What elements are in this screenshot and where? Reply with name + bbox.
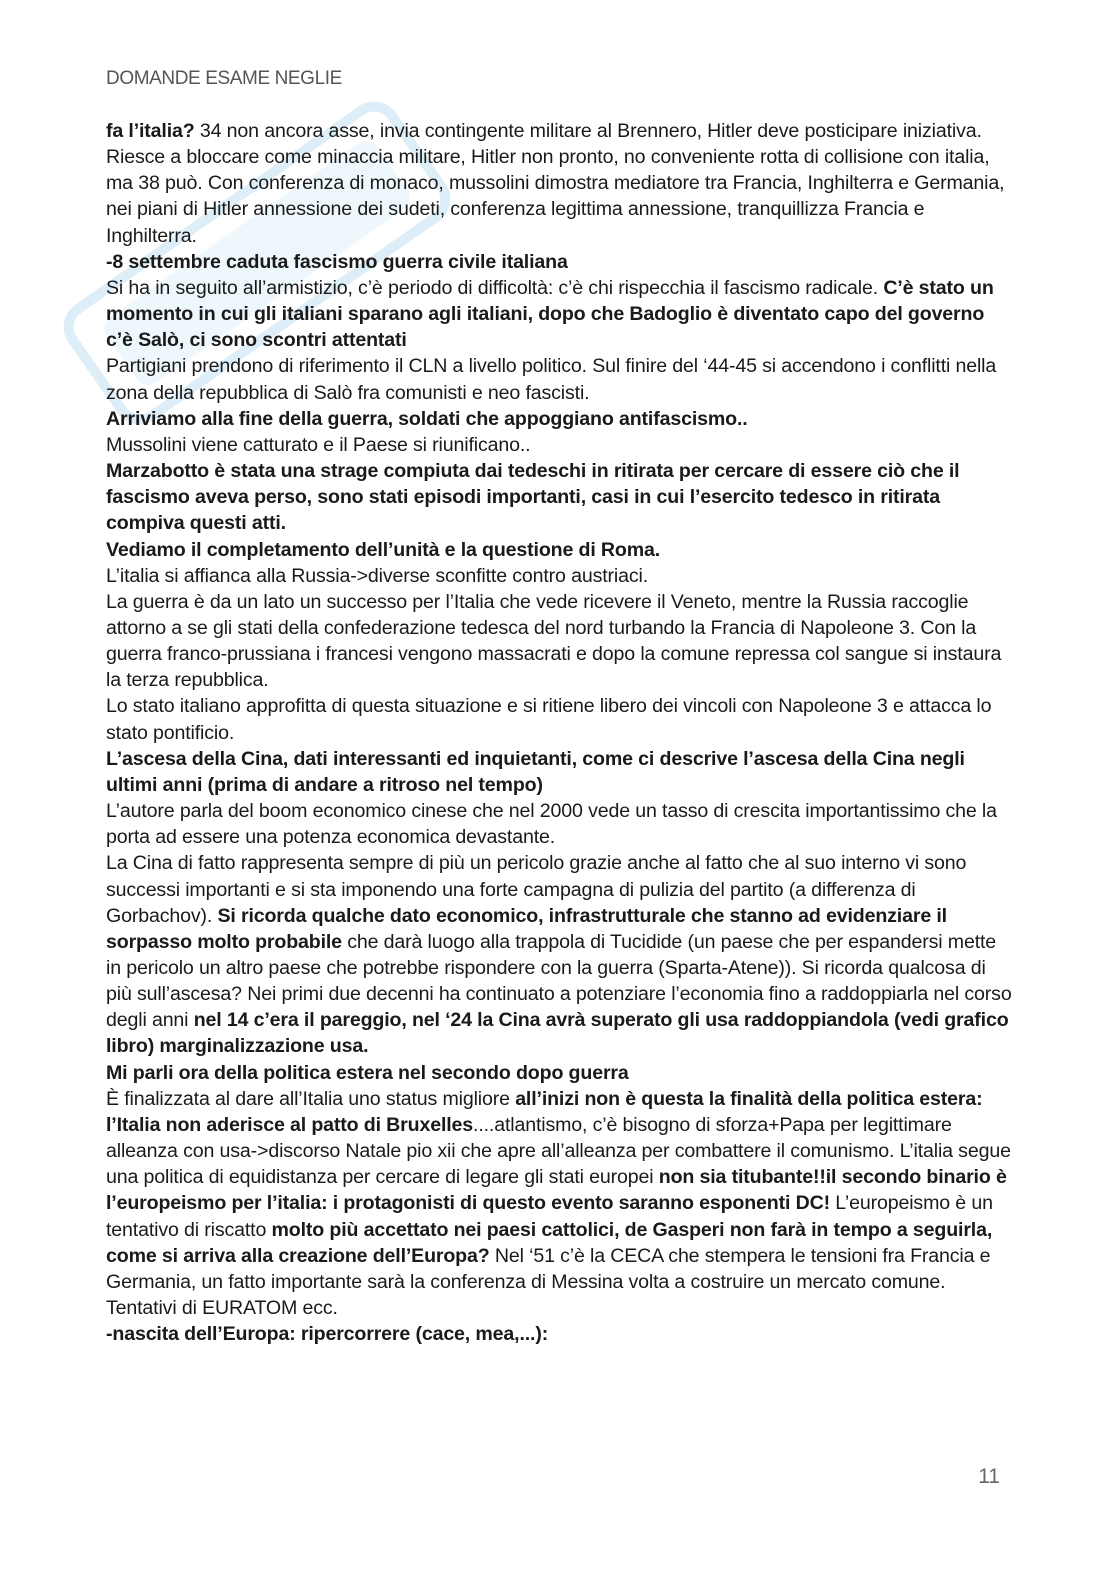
body-text: È finalizzata al dare all’Italia uno status migliore (106, 1087, 516, 1110)
paragraph (106, 1086, 1016, 1321)
bold-text: fa l’italia? (106, 120, 195, 142)
document-header: DOMANDE ESAME NEGLIE (106, 68, 342, 89)
body-text: Si ha in seguito all’armistizio, c’è periodo di difficoltà: c’è chi rispecchia il fascismo radicale. (106, 276, 884, 299)
body-text: Nel ‘51 c’è la CECA che stempera le tensioni fra Francia e Germania, un fatto importante sarà la conferenza di Messina volta a costruire un mercato comune. Tentativi di EURATOM ecc. (106, 1244, 991, 1320)
body-text: ....atlantismo, c’è bisogno di sforza+Papa per legittimare alleanza con usa->discorso Natale pio xii che apre all’alleanza per combattere il comunismo. L’italia segue una politica di equidistanza per cercare di legare gli stati europei (106, 1113, 1011, 1189)
paragraph (106, 406, 1016, 432)
bold-text: Mi parli ora della politica estera nel secondo dopo guerra (106, 1061, 629, 1084)
paragraph (106, 458, 1016, 536)
body-text: Mussolini viene catturato e il Paese si riunificano.. (106, 433, 531, 456)
body-text: L’autore parla del boom economico cinese che nel 2000 vede un tasso di crescita importantissimo che la porta ad essere una potenza economica devastante. (106, 800, 997, 849)
paragraph (106, 746, 1016, 798)
body-text: La Cina di fatto rappresenta sempre di più un pericolo grazie anche al fatto che al suo interno vi sono successi importanti e si sta imponendo una forte campagna di pulizia del partito (a differenza di Gorbachov). (106, 852, 967, 927)
body-text: che darà luogo alla trappola di Tucidide (un paese che per espandersi mette in pericolo un altro paese che potrebbe rispondere con la guerra (Sparta-Atene)). Si ricorda qualcosa di più sull’ascesa? Nei primi due decenni ha continuato a potenziare l’economia fino a raddoppiarla nel corso degli anni (106, 930, 1012, 1032)
document-body (106, 118, 1016, 1347)
paragraph (106, 1060, 1016, 1086)
paragraph (106, 353, 1016, 405)
bold-text: non sia titubante!!il secondo binario è l’europeismo per l’italia: i protagonisti di questo evento saranno esponenti DC! (106, 1166, 1007, 1215)
paragraph (106, 432, 1016, 458)
paragraph (106, 798, 1016, 850)
paragraph (106, 563, 1016, 589)
paragraph (106, 118, 1016, 249)
body-text: L’europeismo è un tentativo di riscatto (106, 1192, 993, 1241)
bold-text: all’inizi non è questa la finalità della politica estera: l’Italia non aderisce al patto di Bruxelles (106, 1087, 983, 1136)
bold-text: Vediamo il completamento dell’unità e la questione di Roma. (106, 538, 661, 561)
bold-text: Arriviamo alla fine della guerra, soldati che appoggiano antifascismo.. (106, 407, 748, 430)
paragraph (106, 589, 1016, 694)
bold-text: -nascita dell’Europa: ripercorrere (cace, mea,...): (106, 1323, 549, 1346)
paragraph (106, 249, 1016, 275)
bold-text: Si ricorda qualche dato economico, infrastrutturale che stanno ad evidenziare il sorpasso molto probabile (106, 904, 947, 953)
body-text: Lo stato italiano approfitta di questa situazione e si ritiene libero dei vincoli con Napoleone 3 e attacca lo stato pontificio. (106, 695, 992, 744)
paragraph (106, 850, 1016, 1059)
bold-text: C’è stato un momento in cui gli italiani sparano agli italiani, dopo che Badoglio è diventato capo del governo c’è Salò, ci sono scontri attentati (106, 276, 994, 352)
bold-text: Marzabotto è stata una strage compiuta dai tedeschi in ritirata per cercare di essere ciò che il fascismo aveva perso, sono stati episodi importanti, casi in cui l’esercito tedesco in ritirata compiva questi atti. (106, 460, 960, 535)
paragraph (106, 275, 1016, 353)
bold-text: L’ascesa della Cina, dati interessanti ed inquietanti, come ci descrive l’ascesa della Cina negli ultimi anni (prima di andare a ritroso nel tempo) (106, 747, 965, 796)
body-text: 34 non ancora asse, invia contingente militare al Brennero, Hitler deve posticipare iniziativa. Riesce a bloccare come minaccia militare, Hitler non pronto, no conveniente rotta di collisione con italia, ma 38 può. Con conferenza di monaco, mussolini dimostra mediatore tra Francia, Inghilterra e Germania, nei piani di Hitler annessione dei sudeti, conferenza legittima annessione, tranquillizza Francia e Inghilterra. (106, 120, 1005, 247)
bold-text: nel 14 c’era il pareggio, nel ‘24 la Cina avrà superato gli usa raddoppiandola (vedi grafico libro) marginalizzazione usa. (106, 1009, 1009, 1058)
bold-text: molto più accettato nei paesi cattolici, de Gasperi non farà in tempo a seguirla, come si arriva alla creazione dell’Europa? (106, 1218, 993, 1267)
body-text: La guerra è da un lato un successo per l’Italia che vede ricevere il Veneto, mentre la Russia raccoglie attorno a se gli stati della confederazione tedesca del nord turbando la Francia di Napoleone 3. Con la guerra franco-prussiana i francesi vengono massacrati e dopo la comune repressa col sangue si instaura la terza repubblica. (106, 590, 1002, 692)
page-number: 11 (978, 1465, 1000, 1488)
body-text: Partigiani prendono di riferimento il CLN a livello politico. Sul finire del ‘44-45 si accendono i conflitti nella zona della repubblica di Salò fra comunisti e neo fascisti. (106, 355, 997, 404)
paragraph (106, 537, 1016, 563)
bold-text: -8 settembre caduta fascismo guerra civile italiana (106, 250, 568, 273)
body-text: L’italia si affianca alla Russia->diverse sconfitte contro austriaci. (106, 564, 648, 587)
paragraph (106, 693, 1016, 745)
paragraph (106, 1321, 1016, 1347)
